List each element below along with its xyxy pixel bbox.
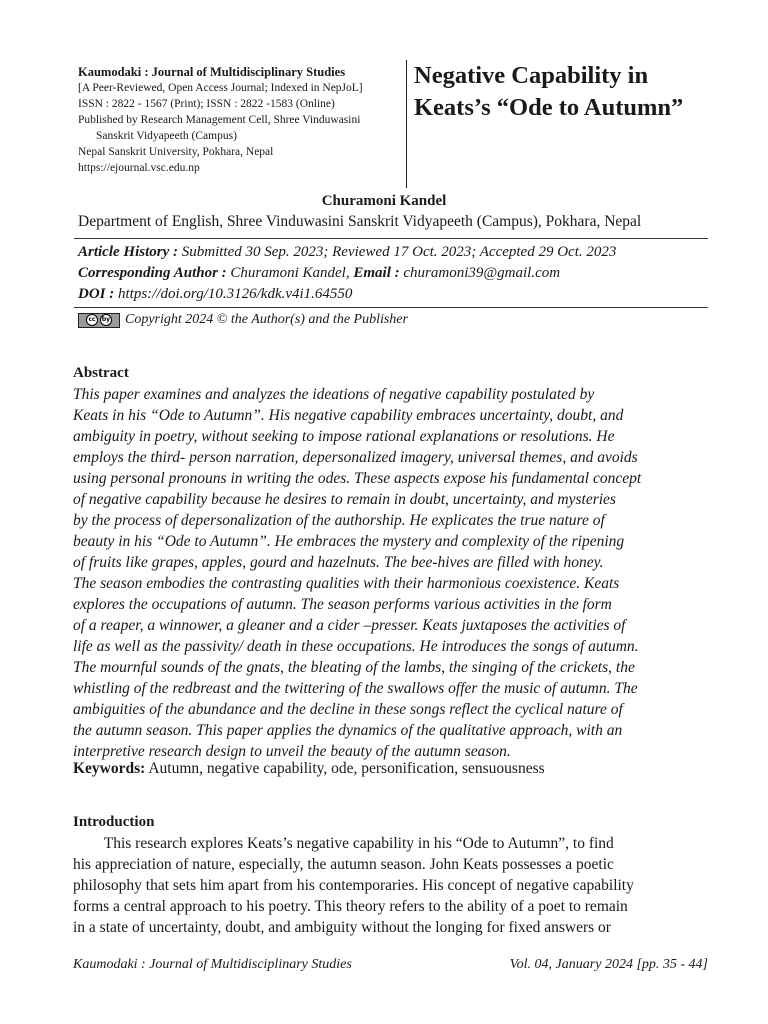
- abstract-line: explores the occupations of autumn. The season performs various activities in the form: [73, 596, 612, 613]
- abstract-line: the autumn season. This paper applies the dynamics of the qualitative approach, with an: [73, 722, 623, 739]
- keywords-value: Autumn, negative capability, ode, personification, sensuousness: [145, 760, 545, 777]
- intro-line: in a state of uncertainty, doubt, and ambiguity without the longing for fixed answers or: [73, 919, 611, 936]
- email-link[interactable]: churamoni39@gmail.com: [399, 265, 561, 281]
- abstract-line: whistling of the redbreast and the twittering of the swallows offer the music of autumn. The: [73, 680, 638, 697]
- keywords-label: Keywords:: [73, 760, 146, 777]
- doi-link[interactable]: https://doi.org/10.3126/kdk.v4i1.64550: [114, 286, 353, 302]
- abstract-line: Keats in his “Ode to Autumn”. His negative capability embraces uncertainty, doubt, and: [73, 407, 624, 424]
- abstract-line: interpretive research design to unveil the beauty of the autumn season.: [73, 743, 511, 760]
- corresponding-author: [78, 263, 718, 284]
- masthead-line: Sanskrit Vidyapeeth (Campus): [96, 130, 237, 142]
- copyright-line: [78, 311, 408, 329]
- cc-license-icon[interactable]: cc by: [78, 313, 120, 328]
- doi: [78, 284, 718, 305]
- abstract-line: beauty in his “Ode to Autumn”. He embraces the mystery and complexity of the ripening: [73, 533, 625, 550]
- abstract-line: using personal pronouns in writing the odes. These aspects expose his fundamental concept: [73, 470, 642, 487]
- introduction-heading: Introduction: [73, 814, 155, 830]
- abstract-line: The season embodies the contrasting qualities with their harmonious coexistence. Keats: [73, 575, 620, 592]
- journal-title: Kaumodaki : Journal of Multidisciplinary Studies: [78, 65, 346, 79]
- abstract-body: [73, 384, 701, 762]
- footer-volume: Vol. 04, January 2024 [pp. 35 - 44]: [509, 957, 708, 972]
- corr-value: Churamoni Kandel,: [226, 265, 354, 281]
- journal-url[interactable]: https://ejournal.vsc.edu.np: [78, 162, 200, 174]
- abstract-line: The mournful sounds of the gnats, the bleating of the lambs, the singing of the crickets, the: [73, 659, 635, 676]
- abstract-line: This paper examines and analyzes the ideations of negative capability postulated by: [73, 386, 595, 403]
- intro-line: philosophy that sets him apart from his contemporaries. His concept of negative capability: [73, 877, 634, 894]
- meta-bottom-rule: [74, 307, 708, 308]
- masthead-divider: [406, 60, 407, 188]
- history-label: Article History :: [78, 244, 178, 260]
- abstract-line: ambiguity in poetry, without seeking to impose rational explanations or resolutions. He: [73, 428, 615, 445]
- abstract-line: of fruits like grapes, apples, gourd and hazelnuts. The bee-hives are filled with honey.: [73, 554, 604, 571]
- meta-top-rule: [74, 238, 708, 239]
- masthead-line: ISSN : 2822 - 1567 (Print); ISSN : 2822 -1583 (Online): [78, 98, 335, 110]
- abstract-heading: Abstract: [73, 365, 129, 381]
- doi-label: DOI :: [78, 286, 115, 302]
- copyright-text: Copyright 2024 © the Author(s) and the Publisher: [125, 312, 408, 327]
- history-value: Submitted 30 Sep. 2023; Reviewed 17 Oct. 2023; Accepted 29 Oct. 2023: [178, 244, 617, 260]
- abstract-line: life as well as the passivity/ death in these occupations. He introduces the songs of autumn.: [73, 638, 639, 655]
- masthead-line: Published by Research Management Cell, Shree Vinduwasini: [78, 114, 361, 126]
- email-label: Email :: [353, 265, 400, 281]
- author-name: Churamoni Kandel: [321, 193, 447, 209]
- paper-title-line: Negative Capability in: [414, 62, 649, 89]
- paper-title-line: Keats’s “Ode to Autumn”: [414, 94, 684, 121]
- intro-line: his appreciation of nature, especially, the autumn season. John Keats possesses a poetic: [73, 856, 614, 873]
- intro-line: This research explores Keats’s negative capability in his “Ode to Autumn”, to find: [73, 835, 614, 852]
- footer-journal: Kaumodaki : Journal of Multidisciplinary Studies: [73, 957, 352, 972]
- abstract-line: ambiguities of the abundance and the decline in these songs reflect the cyclical nature of: [73, 701, 623, 718]
- journal-masthead: [78, 64, 403, 176]
- keywords: [73, 759, 545, 779]
- introduction-body: [73, 833, 701, 938]
- paper-title: [414, 60, 714, 124]
- abstract-line: of negative capability because he desires to remain in doubt, uncertainty, and mysteries: [73, 491, 616, 508]
- masthead-line: Nepal Sanskrit University, Pokhara, Nepal: [78, 146, 274, 158]
- author-affiliation: Department of English, Shree Vinduwasini Sanskrit Vidyapeeth (Campus), Pokhara, Nepal: [78, 213, 642, 230]
- article-meta: [78, 242, 718, 305]
- intro-line: forms a central approach to his poetry. This theory refers to the ability of a poet to remain: [73, 898, 628, 915]
- abstract-line: of a reaper, a winnower, a gleaner and a cider –presser. Keats juxtaposes the activities of: [73, 617, 626, 634]
- abstract-line: employs the third- person narration, depersonalized imagery, universal themes, and avoids: [73, 449, 638, 466]
- article-history: [78, 242, 718, 263]
- corr-label: Corresponding Author :: [78, 265, 227, 281]
- masthead-line: [A Peer-Reviewed, Open Access Journal; Indexed in NepJoL]: [78, 82, 363, 94]
- abstract-line: by the process of depersonalization of the authorship. He explicates the true nature of: [73, 512, 605, 529]
